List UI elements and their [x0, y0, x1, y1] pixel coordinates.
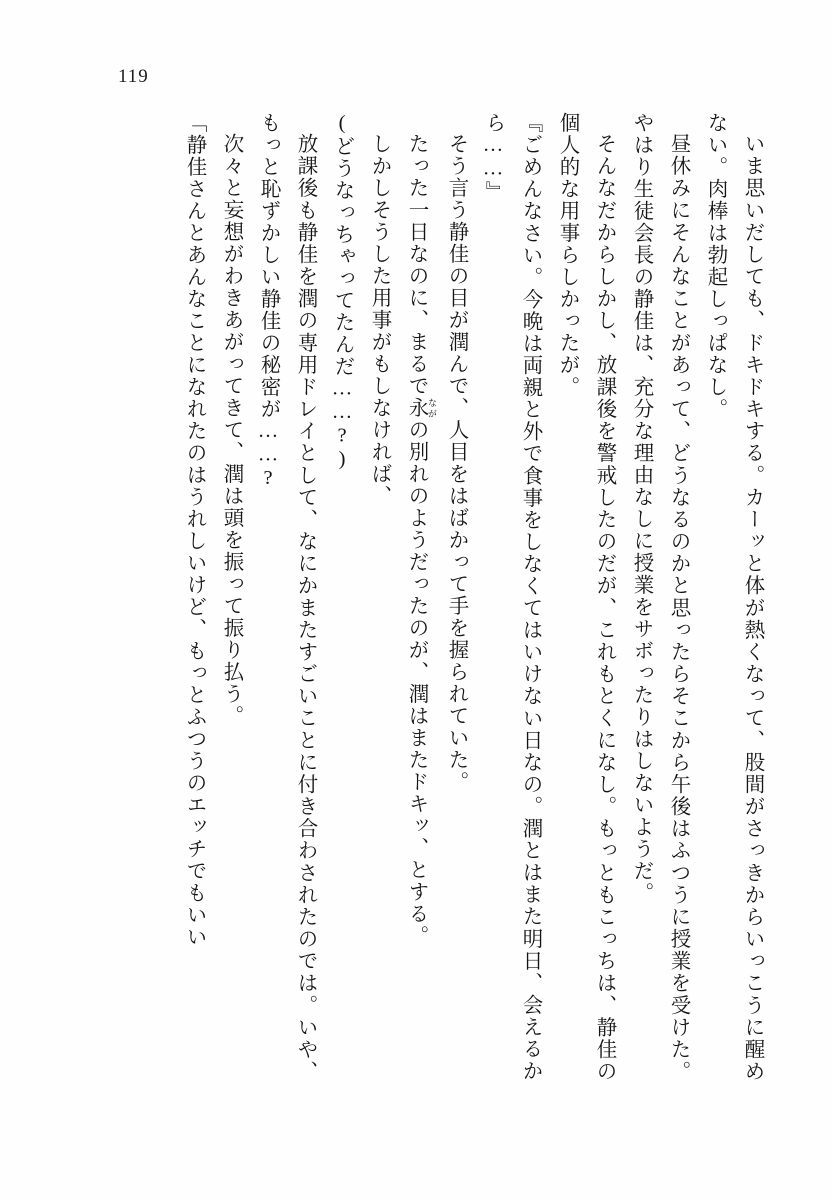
paragraph: いま思いだしても、ドキドキする。カーッと体が熱くなって、股間がさっきからいっこうに醒めない。肉棒は勃起しっぱなし。 [704, 112, 763, 1082]
paragraph: 放課後も静佳を潤の専用ドレイとして、なにかまたすごいことに付き合わされたのでは。いや、もっと恥ずかしい静佳の秘密が……? [257, 112, 316, 1082]
paragraph: たった一日なのに、まるで永 ながの別れのようだったのが、潤はまたドキッ、とする。 [405, 132, 437, 947]
body-text [70, 112, 770, 1082]
paragraph: 次々と妄想がわきあがってきて、潤は頭を振って振り払う。 [220, 132, 242, 727]
paragraph: 『ごめんなさい。今晩は両親と外で食事をしなくてはいけない日なの。潤とはまた明日、会えるから……』 [482, 112, 541, 1082]
page-number: 119 [118, 66, 149, 87]
paragraph: そう言う静佳の目が潤んで、人目をはばかって手を握られていた。 [445, 132, 467, 793]
paragraph: そんなだからしかし、放課後を警戒したのだが、これもとくになし。もっともこっちは、静佳の個人的な用事らしかったが。 [556, 112, 615, 1082]
paragraph: 昼休みにそんなことがあって、どうなるのかと思ったらそこから午後はふつうに授業を受けた。やはり生徒会長の静佳は、充分な理由なしに授業をサボったりはしないようだ。 [630, 112, 689, 1082]
ruby-annotation: 永 なが [405, 396, 437, 419]
paragraph: 「静佳さんとあんなことになれたのはうれしいけど、もっとふつうのエッチでもいい [183, 112, 205, 948]
paragraph: (どうなっちゃってたんだ……?) [331, 112, 353, 472]
paragraph: しかしそうした用事がもしなければ、 [368, 132, 390, 507]
